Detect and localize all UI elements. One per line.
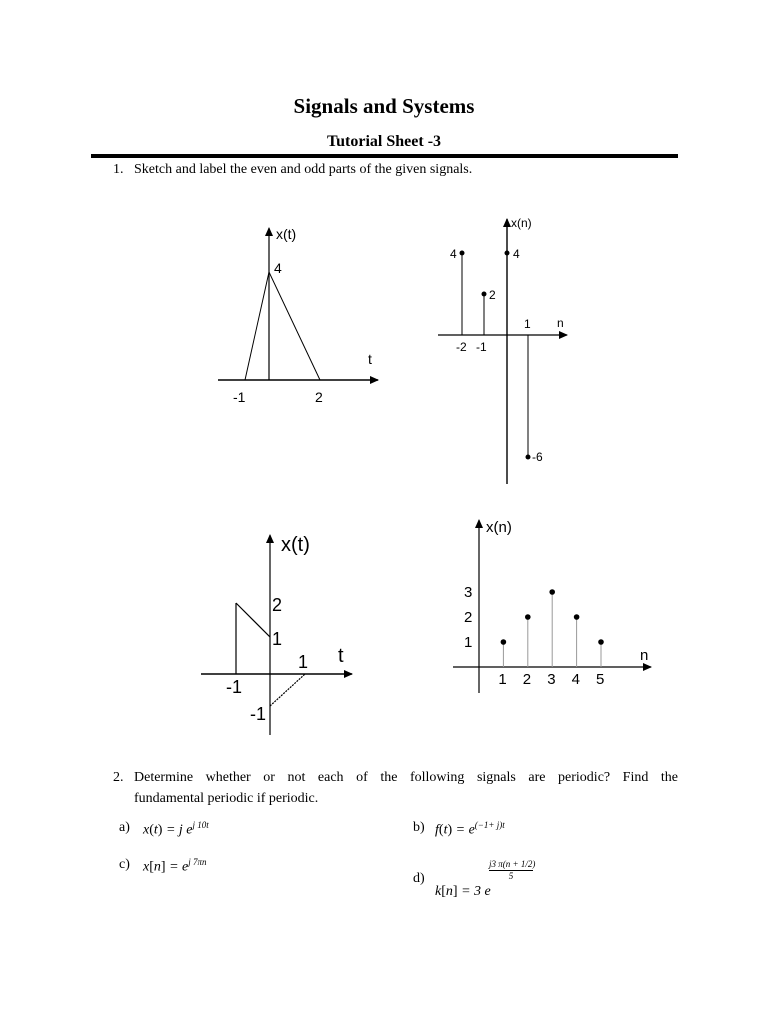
x-axis-label: t	[368, 351, 372, 367]
x-tick-label: 4	[571, 671, 580, 688]
option-label: d)	[413, 871, 425, 886]
question-text-line-2: fundamental periodic if periodic.	[134, 791, 319, 806]
value-label: -6	[532, 450, 543, 464]
page-title: Signals and Systems	[293, 94, 475, 118]
value-label: 4	[450, 247, 457, 261]
stem-marker	[549, 589, 555, 595]
y-tick-2: 2	[272, 595, 283, 615]
y-tick-neg1: -1	[250, 704, 267, 724]
tick-label-2: 2	[315, 389, 323, 405]
plot-3	[201, 534, 352, 735]
stem-marker	[482, 292, 487, 297]
y-axis-label: x(n)	[511, 216, 532, 230]
x-axis-label: n	[640, 647, 649, 664]
option-label: a)	[119, 820, 130, 835]
peak-label: 4	[274, 260, 282, 276]
option-expression: $x[n] = e^{j 7\pi n}$	[143, 857, 207, 875]
question-number: 1.	[113, 162, 124, 177]
x-tick-neg1: -1	[226, 677, 243, 697]
stem-marker	[525, 614, 531, 620]
stem-marker	[598, 639, 604, 645]
x-tick-1: 1	[298, 652, 309, 672]
stem-marker	[460, 251, 465, 256]
signal-segment	[236, 603, 270, 637]
x-axis-label: n	[557, 316, 564, 330]
x-tick-labels	[498, 671, 604, 688]
value-label: 2	[489, 288, 496, 302]
plot-4	[453, 519, 651, 693]
x-tick-label: 2	[522, 671, 532, 688]
y-tick-1: 1	[464, 634, 473, 651]
option-expression: $f(t) = e^{(-1+ j)t}$	[435, 820, 505, 838]
stem-marker	[505, 251, 510, 256]
plot-2	[438, 216, 567, 484]
y-tick-1: 1	[272, 629, 283, 649]
x-tick-label: 1	[498, 671, 507, 688]
y-tick-3: 3	[464, 584, 473, 601]
tick-label: -1	[476, 340, 487, 354]
stem-marker	[526, 455, 531, 460]
y-tick-2: 2	[464, 609, 473, 626]
option-label: b)	[413, 820, 425, 835]
exponent-fraction: j3 π(n + 1/2) 5	[489, 859, 536, 881]
x-tick-label: 5	[596, 671, 605, 688]
value-label: 4	[513, 247, 520, 261]
x-tick-label: 3	[547, 671, 556, 688]
x-axis-label: t	[338, 645, 344, 667]
stem-marker	[574, 614, 580, 620]
question-text: Sketch and label the even and odd parts of the given signals.	[134, 162, 473, 177]
y-axis-label: x(t)	[281, 534, 310, 556]
option-expression: x(t) = j $e^{j 10t}$	[143, 820, 209, 838]
question-number: 2.	[113, 770, 124, 785]
tick-label: 1	[524, 317, 531, 331]
tick-label-neg1: -1	[233, 389, 246, 405]
question-text-line-1: Determine whether or not each of the following signals are periodic? Find the	[134, 770, 678, 785]
tick-label: -2	[456, 340, 467, 354]
stems	[501, 589, 604, 667]
signal-segment	[270, 674, 305, 706]
y-axis-label: x(t)	[276, 226, 297, 242]
page-subtitle: Tutorial Sheet -3	[326, 133, 442, 150]
plot-1	[218, 226, 378, 405]
stem-marker	[501, 639, 507, 645]
option-label: c)	[119, 857, 130, 872]
option-expression: k[n] = 3 e	[435, 884, 491, 899]
y-axis-label: x(n)	[486, 519, 512, 536]
signal-waveform	[245, 272, 320, 380]
